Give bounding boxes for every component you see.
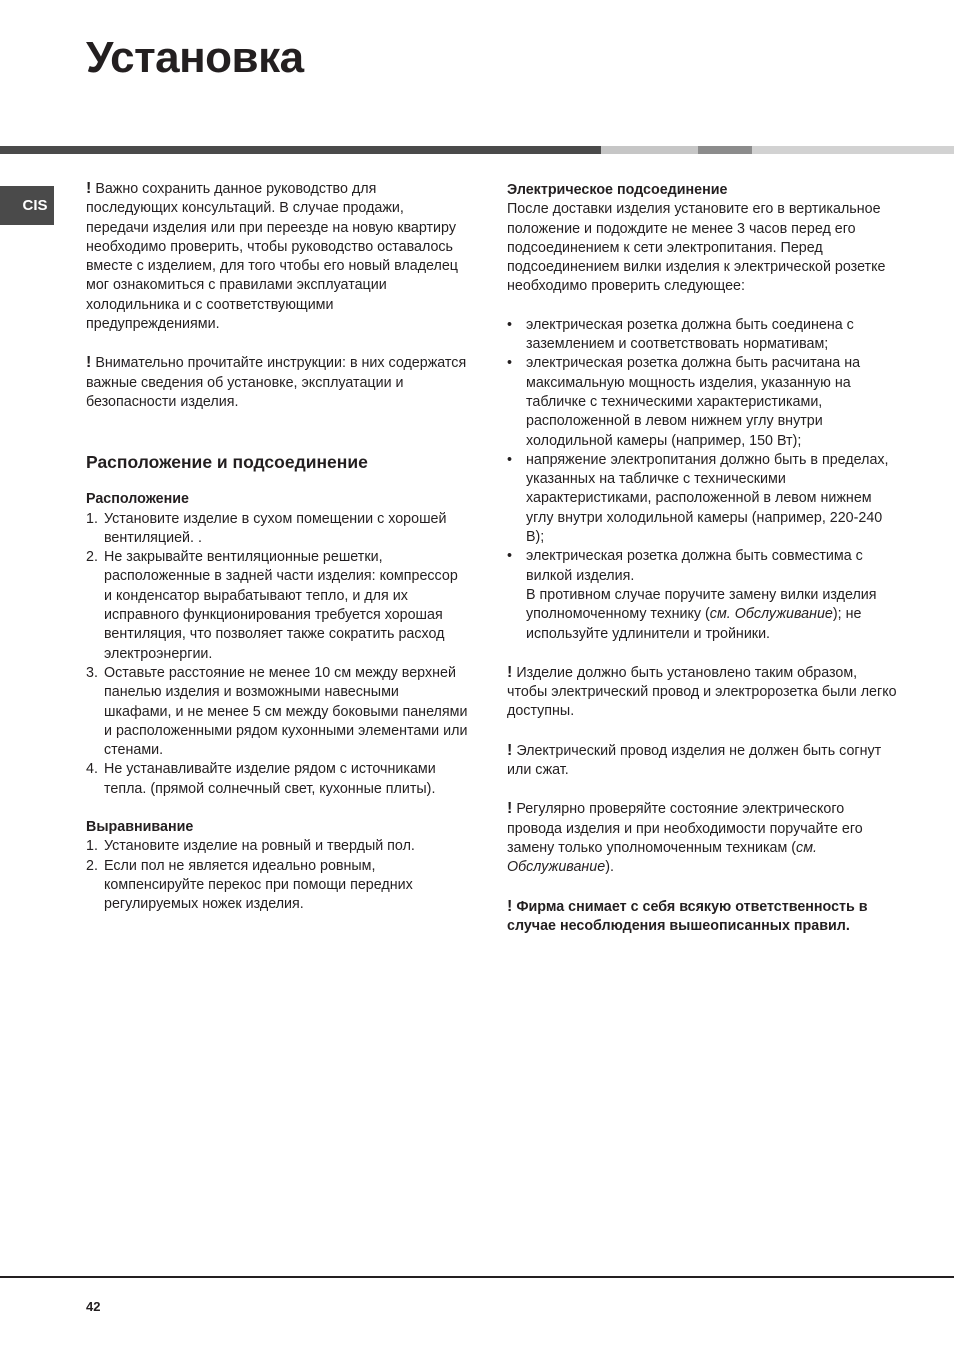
note-text-end: ).: [605, 859, 614, 876]
note-text: Фирма снимает с себя всякую ответственность в случае несоблюдения вышеописанных правил.: [507, 898, 868, 934]
bullet-icon: •: [507, 316, 513, 333]
list-item: [86, 664, 468, 760]
list-item: [86, 837, 468, 856]
list-item: [507, 316, 897, 355]
item-number: 4.: [86, 761, 98, 778]
item-text: электрическая розетка должна быть расчитана на максимальную мощность изделия, указанную на табличке с техническими характеристиками, расположенной в левом нижнем углу внутри холодильной камеры (например, 150 Вт);: [526, 355, 861, 449]
leveling-list: [86, 837, 468, 914]
placement-heading: Расположение: [86, 491, 189, 508]
electric-intro: После доставки изделия установите его в вертикальное положение и подождите не менее 3 часов перед его подсоединением к сети электропитания. Перед подсоединением вилки изделия к электрической розетке необходимо проверить следующее:: [507, 201, 886, 295]
exclamation-icon: !: [507, 897, 513, 915]
left-column: [86, 179, 468, 915]
list-item: [507, 451, 897, 547]
warning-note-cable: [507, 741, 897, 781]
list-item: [86, 857, 468, 915]
warning-note-check-cable: [507, 799, 897, 877]
note-text: Электрический провод изделия не должен быть согнут или сжат.: [507, 742, 882, 779]
list-item: [86, 510, 468, 549]
item-text: напряжение электропитания должно быть в пределах, указанных на табличке с техническими характеристиками, расположенной в левом нижнем углу внутри холодильной камеры (например, 220-240 В);: [526, 451, 889, 546]
list-item: [507, 547, 897, 643]
section-heading: Расположение и подсоединение: [86, 452, 368, 473]
item-text: электрическая розетка должна быть соединена с заземлением и соответствовать нормативам;: [526, 316, 854, 353]
header-stripe-mid: [698, 146, 752, 154]
item-text: Оставьте расстояние не менее 10 см между верхней панелью изделия и возможными навесными шкафами, и не менее 5 см между боковыми панелями и расположенными рядом кухонными элементами или стенами.: [104, 664, 468, 759]
warning-note-accessible: [507, 663, 897, 722]
header-stripe-light: [601, 146, 698, 154]
item-text: Если пол не является идеально ровным, компенсируйте перекос при помощи передних регулируемых ножек изделия.: [104, 857, 413, 913]
language-tab-label: CIS: [22, 197, 48, 214]
item-number: 1.: [86, 510, 98, 527]
item-text-continued-end: ); не используйте удлинители и тройники.: [526, 606, 862, 642]
header-stripe-dark: [0, 146, 601, 154]
exclamation-icon: !: [507, 741, 513, 759]
exclamation-icon: !: [507, 800, 513, 818]
exclamation-icon: !: [507, 663, 513, 681]
item-text: электрическая розетка должна быть совместима с вилкой изделия.: [526, 548, 863, 584]
bullet-icon: •: [507, 548, 513, 565]
list-item: [86, 548, 468, 664]
footer-rule: [0, 1276, 954, 1278]
item-number: 2.: [86, 857, 98, 874]
item-text: Не устанавливайте изделие рядом с источниками тепла. (прямой солнечный свет, кухонные плиты).: [104, 761, 436, 797]
page-number: 42: [86, 1299, 101, 1314]
item-text: Не закрывайте вентиляционные решетки, расположенные в задней части изделия: компрессор и конденсатор вырабатывают тепло, и для их исправного функционирования требуется хорошая вентиляция, что позволяет также сократить расход электроэнергии.: [104, 549, 458, 662]
item-text-continued: В противном случае поручите замену вилки изделия уполномоченному технику (: [526, 586, 877, 623]
electric-checklist: [507, 316, 897, 644]
placement-list: [86, 510, 468, 799]
item-number: 2.: [86, 549, 98, 566]
exclamation-icon: !: [86, 354, 92, 372]
page-title: Установка: [86, 33, 304, 82]
header-stripe-light-end: [752, 146, 954, 154]
bullet-icon: •: [507, 355, 513, 372]
item-text: Установите изделие на ровный и твердый пол.: [104, 838, 415, 855]
note-text: Важно сохранить данное руководство для последующих консультаций. В случае продажи, передачи изделия или при переезде на новую квартиру необходимо проверить, чтобы руководство оставалось вместе с изделием, для того чтобы его новый владелец мог ознакомиться с правилами эксплуатации холодильника и с соответствующими предупреждениями.: [86, 181, 458, 333]
warning-note-keep-manual: [86, 179, 468, 334]
warning-note-read-instructions: [86, 353, 468, 412]
service-reference: см. Обслуживание: [507, 839, 817, 876]
right-column: [507, 181, 897, 936]
electric-heading: Электрическое подсоединение: [507, 182, 728, 198]
note-text: Внимательно прочитайте инструкции: в них содержатся важные сведения об установке, эксплуатации и безопасности изделия.: [86, 355, 467, 410]
leveling-heading: Выравнивание: [86, 819, 194, 836]
service-reference: см. Обслуживание: [709, 606, 833, 623]
list-item: [507, 354, 897, 450]
item-number: 3.: [86, 664, 98, 681]
list-item: [86, 760, 468, 799]
exclamation-icon: !: [86, 180, 92, 197]
language-tab: [0, 186, 54, 225]
note-text: Регулярно проверяйте состояние электрического провода изделия и при необходимости поручайте его замену только уполномоченным техникам (: [507, 801, 863, 856]
liability-disclaimer: [507, 897, 897, 937]
item-text: Установите изделие в сухом помещении с хорошей вентиляцией. .: [104, 510, 447, 546]
bullet-icon: •: [507, 451, 513, 468]
item-number: 1.: [86, 838, 98, 855]
note-text: Изделие должно быть установлено таким образом, чтобы электрический провод и электророзетка были легко доступны.: [507, 664, 897, 720]
